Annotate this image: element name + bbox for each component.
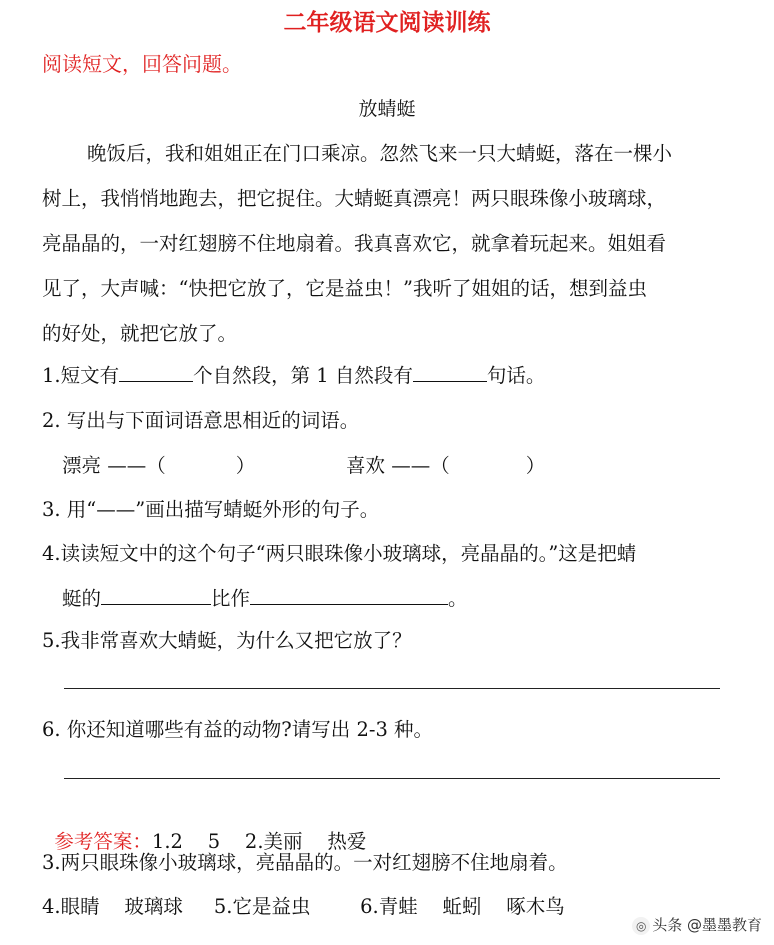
answer-blank[interactable]: [250, 586, 448, 605]
answer-line[interactable]: [64, 778, 720, 779]
passage-line: 晚饭后，我和姐姐正在门口乘凉。忽然飞来一只大蜻蜓，落在一棵小: [87, 142, 673, 165]
question-6: 6. 你还知道哪些有益的动物?请写出 2-3 种。: [42, 718, 434, 741]
instruction: 阅读短文，回答问题。: [42, 52, 242, 76]
question-2-item-1: 漂亮 ——（ ）: [62, 454, 256, 477]
question-2-item-2: 喜欢 ——（ ）: [346, 454, 546, 477]
passage-line: 的好处，就把它放了。: [42, 322, 238, 345]
question-4-continued: 蜓的 比作 。: [62, 587, 468, 610]
answer-blank[interactable]: [101, 586, 211, 605]
passage-line: 亮晶晶的，一对红翅膀不住地扇着。我真喜欢它，就拿着玩起来。姐姐看: [42, 232, 667, 255]
answer-blank[interactable]: [119, 363, 193, 382]
watermark: ◎ 头条 @墨墨教育: [632, 914, 762, 935]
question-4: 4.读读短文中的这个句子“两只眼珠像小玻璃球，亮晶晶的。”这是把蜻: [42, 542, 637, 565]
passage-line: 树上，我悄悄地跑去，把它捉住。大蜻蜓真漂亮！两只眼珠像小玻璃球，: [42, 187, 667, 210]
answers-line-1: 参考答案：1.2 5 2.美丽 热爱: [54, 830, 367, 853]
question-3: 3. 用“——”画出描写蜻蜓外形的句子。: [42, 498, 380, 521]
toutiao-logo-icon: ◎: [632, 917, 650, 935]
answers-line-3: 4.眼睛 玻璃球 5.它是益虫 6.青蛙 蚯蚓 啄木鸟: [42, 895, 565, 918]
question-1: 1.短文有 个自然段，第 1 自然段有 句话。: [42, 364, 546, 387]
answers-label: 参考答案：: [54, 830, 152, 853]
answer-line[interactable]: [64, 688, 720, 689]
passage-title: 放蜻蜓: [358, 98, 416, 120]
answer-blank[interactable]: [413, 363, 487, 382]
question-2: 2. 写出与下面词语意思相近的词语。: [42, 409, 360, 432]
answers-line-2: 3.两只眼珠像小玻璃球，亮晶晶的。一对红翅膀不住地扇着。: [42, 851, 568, 874]
question-5: 5.我非常喜欢大蜻蜓，为什么又把它放了？: [42, 629, 412, 652]
worksheet-title: 二年级语文阅读训练: [283, 9, 491, 36]
passage-line: 见了，大声喊：“快把它放了，它是益虫！”我听了姐姐的话，想到益虫: [42, 277, 647, 300]
